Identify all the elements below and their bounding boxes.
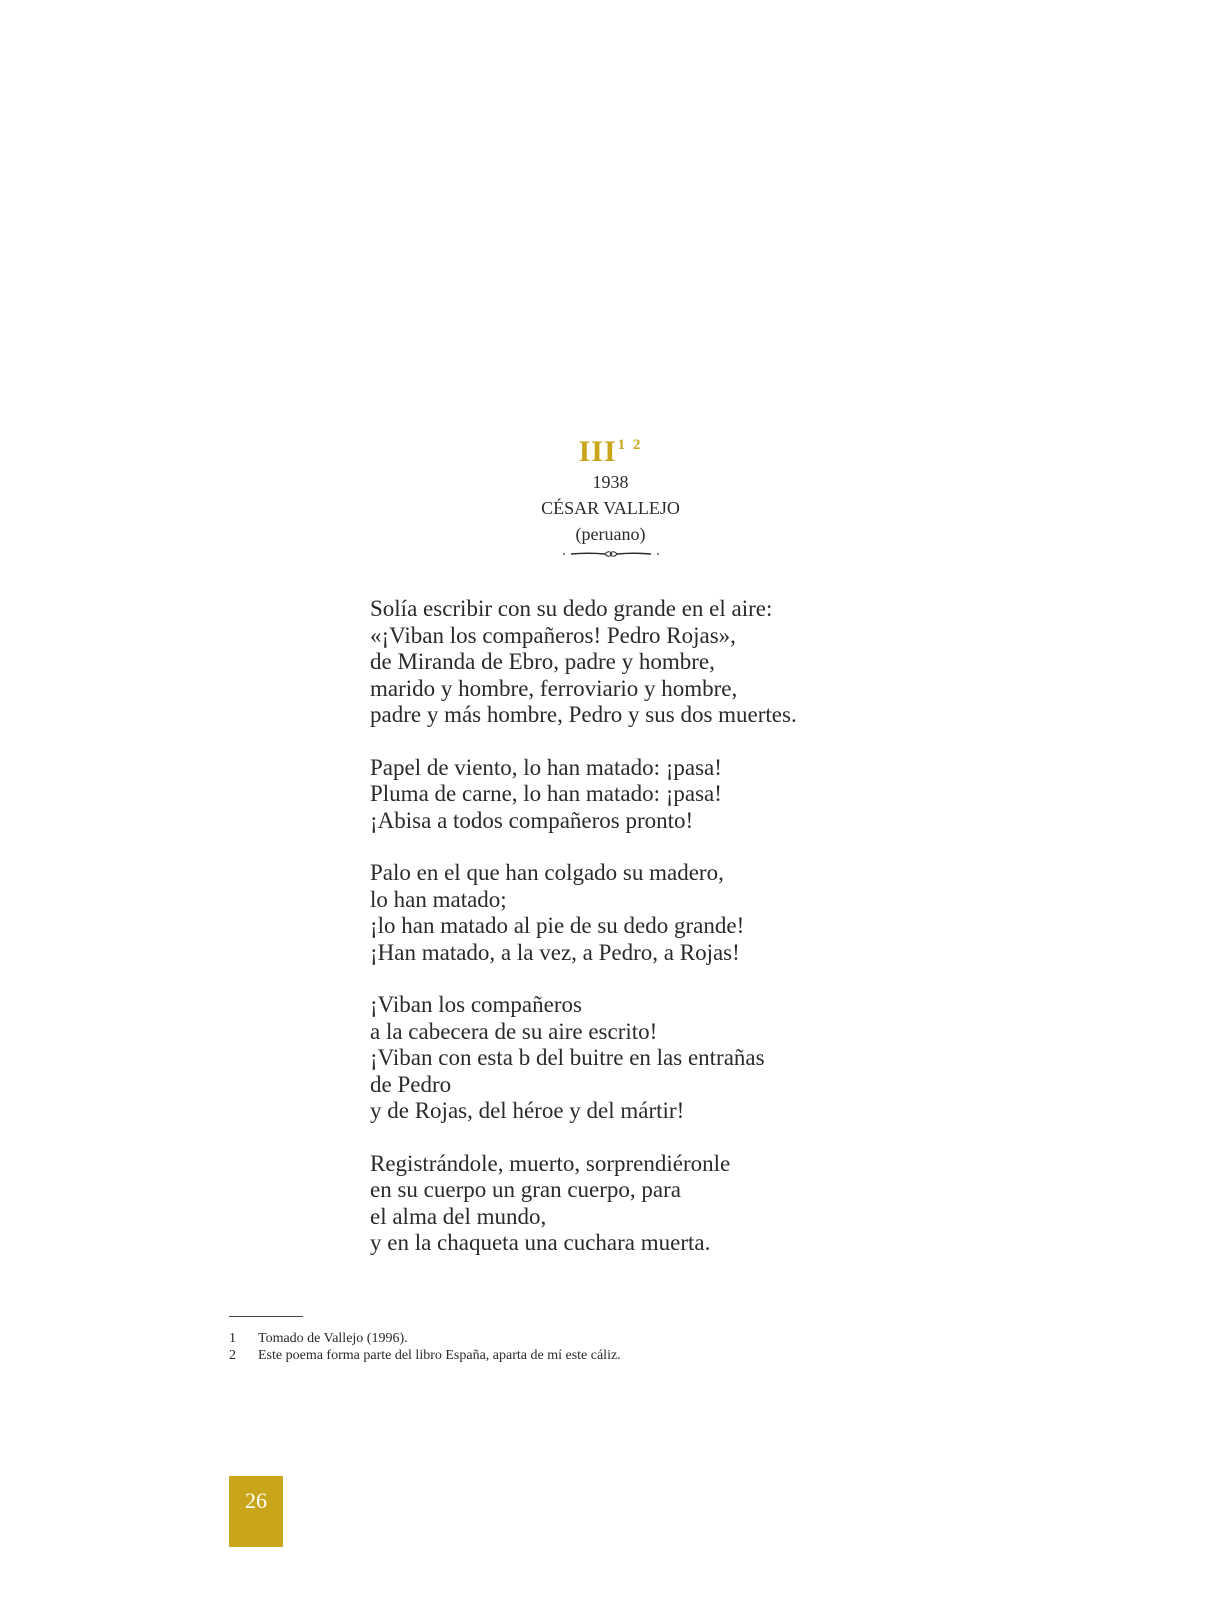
poem-line: de Miranda de Ebro, padre y hombre, — [370, 649, 715, 674]
footnote-number: 1 — [229, 1331, 236, 1346]
poem-line: lo han matado; — [370, 886, 507, 912]
poem-heading — [0, 428, 1221, 559]
poem-body — [370, 596, 1010, 1283]
poem-line: ¡Viban los compañeros — [370, 992, 582, 1017]
poem-line: el alma del mundo, — [370, 1203, 547, 1229]
poem-line: ¡Han matado, a la vez, a Pedro, a Rojas! — [370, 939, 740, 965]
poem-line: padre y más hombre, Pedro y sus dos muertes. — [370, 702, 797, 727]
poem-line: Registrándole, muerto, sorprendiéronle — [370, 1150, 731, 1176]
footnotes — [229, 1330, 1129, 1364]
poem-line: a la cabecera de su aire escrito! — [370, 1018, 658, 1044]
author-nationality: (peruano) — [575, 524, 646, 544]
stanza — [370, 596, 1010, 729]
poem-line: ¡Abisa a todos compañeros pronto! — [370, 807, 694, 833]
footnote-text: Tomado de Vallejo (1996). — [258, 1331, 408, 1346]
poem-line: y de Rojas, del héroe y del mártir! — [370, 1098, 685, 1123]
footnote-divider — [229, 1316, 303, 1317]
poem-line: Palo en el que han colgado su madero, — [370, 860, 724, 885]
poem-line: «¡Viban los compañeros! Pedro Rojas», — [370, 622, 736, 648]
stanza — [370, 755, 1010, 835]
poem-line: marido y hombre, ferroviario y hombre, — [370, 675, 738, 701]
stanza — [370, 992, 1010, 1125]
poem-line: de Pedro — [370, 1071, 452, 1097]
poem-title — [0, 428, 1221, 469]
poem-line: Papel de viento, lo han matado: ¡pasa! — [370, 754, 722, 780]
poem-author: CÉSAR VALLEJO — [541, 498, 680, 518]
poem-line: y en la chaqueta una cuchara muerta. — [370, 1230, 711, 1255]
footnote-markers: 1 2 — [617, 437, 643, 453]
poem-title-text: III — [578, 435, 617, 468]
page-number-badge — [229, 1476, 283, 1547]
stanza — [370, 1151, 1010, 1257]
page-number: 26 — [245, 1488, 267, 1513]
poem-year: 1938 — [592, 472, 629, 492]
footnote — [229, 1347, 1129, 1364]
poem-line: Pluma de carne, lo han matado: ¡pasa! — [370, 781, 722, 806]
footnote-text: Este poema forma parte del libro España, aparta de mí este cáliz. — [258, 1348, 621, 1363]
poem-line: ¡Viban con esta b del buitre en las entrañas — [370, 1045, 765, 1070]
footnote — [229, 1330, 1129, 1347]
stanza — [370, 860, 1010, 966]
poem-line: Solía escribir con su dedo grande en el aire: — [370, 596, 773, 621]
footnote-number: 2 — [229, 1348, 236, 1363]
poem-line: ¡lo han matado al pie de su dedo grande! — [370, 913, 745, 938]
ornament-divider-icon — [561, 549, 661, 559]
poem-line: en su cuerpo un gran cuerpo, para — [370, 1177, 682, 1202]
